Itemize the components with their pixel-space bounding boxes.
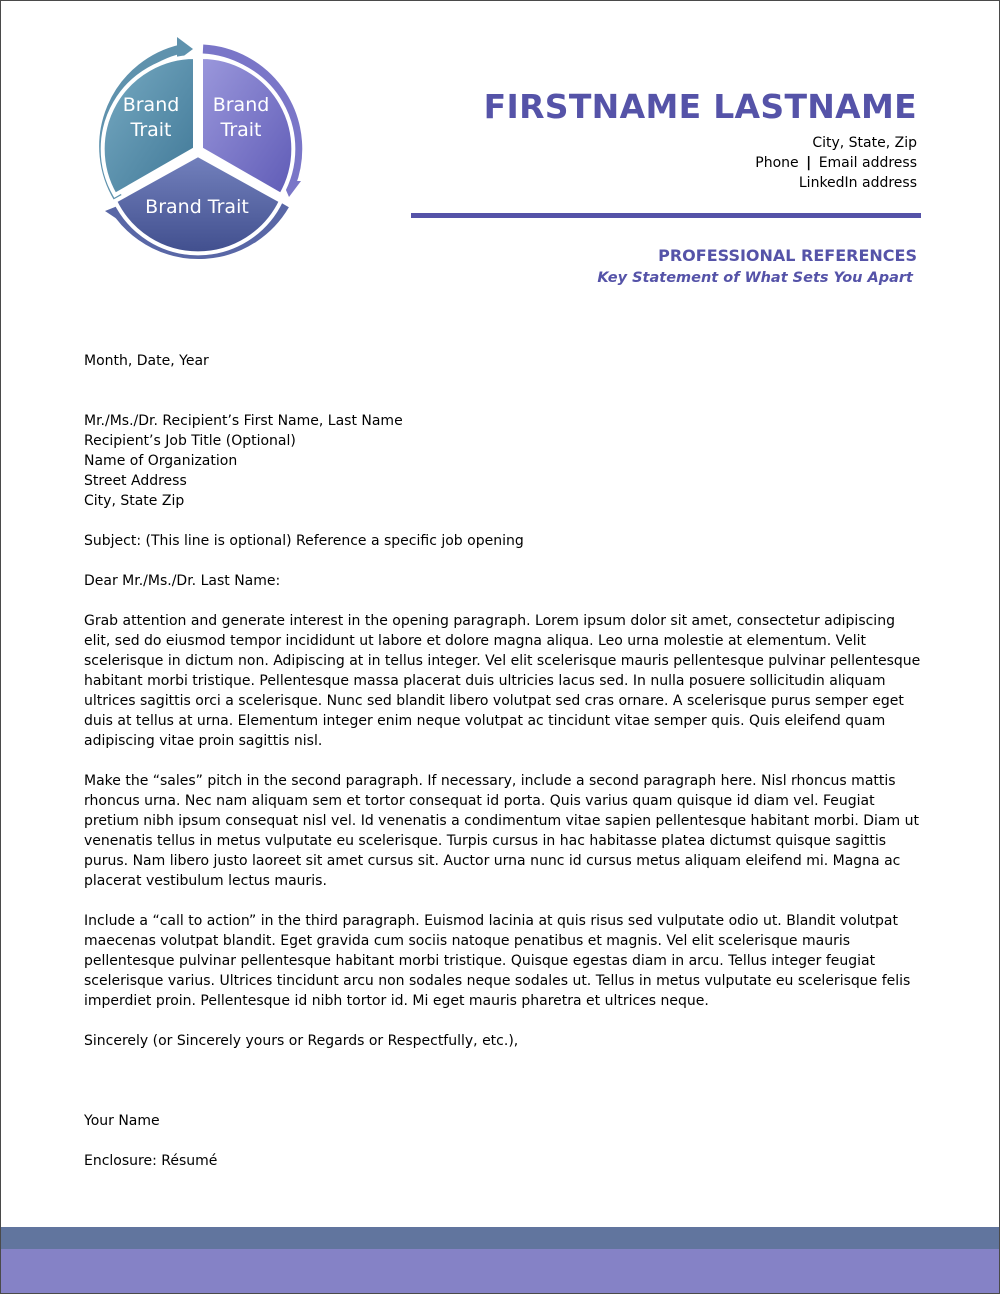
applicant-name: FIRSTNAME LASTNAME (483, 87, 917, 126)
letter-body (84, 351, 921, 1171)
recipient-organization: Name of Organization (84, 453, 238, 469)
footer-band-top (1, 1227, 999, 1249)
city-state-zip: City, State, Zip (812, 135, 917, 151)
segment-label-right-line2: Trait (220, 119, 262, 141)
brand-trait-cycle-logo (85, 35, 311, 261)
phone: Phone (755, 155, 799, 171)
section-title: PROFESSIONAL REFERENCES (658, 246, 917, 265)
recipient-name: Mr./Ms./Dr. Recipient’s First Name, Last Name (84, 413, 403, 429)
paragraph-sales-pitch: Make the “sales” pitch in the second paragraph. If necessary, include a second paragraph here. Nisl rhoncus mattis rhoncus urna. Nec nam aliquam sem et tortor consequat id porta. Quis varius quam quisque id diam vel. Feugiat pretium nibh ipsum consequat nisl vel. Id venenatis a condimentum vitae sapien pellentesque habitant morbi. Diam ut venenatis tellus in metus vulputate eu scelerisque. Turpis cursus in hac habitasse platea dictumst quisque sagittis purus. Nam libero justo laoreet sit amet cursus sit. Auctor urna nunc id cursus metus aliquam eleifend mi. Magna ac placerat vestibulum lectus mauris. (84, 773, 919, 889)
recipient-street: Street Address (84, 473, 187, 489)
segment-label-left-line1: Brand (122, 94, 180, 116)
email-address: Email address (818, 155, 917, 171)
paragraph-opening: Grab attention and generate interest in the opening paragraph. Lorem ipsum dolor sit amet, consectetur adipiscing elit, sed do eiusmod tempor incididunt ut labore et dolore magna aliqua. Leo urna molestie at elementum. Velit scelerisque in dictum non. Adipiscing at in tellus integer. Vel elit scelerisque mauris pellentesque pulvinar pellentesque habitant morbi tristique. Pellentesque massa placerat duis ultricies lacus sed. In nulla posuere sollicitudin aliquam ultrices sagittis orci a scelerisque. Nunc sed blandit libero volutpat sed cras ornare. A scelerisque purus semper eget duis at tellus at urna. Elementum integer enim neque volutpat ac tincidunt vitae semper quis. Quis eleifend quam adipiscing vitae proin sagittis nisl. (84, 613, 921, 749)
paragraph-call-to-action: Include a “call to action” in the third paragraph. Euismod lacinia at quis risus sed vulputate odio ut. Blandit volutpat maecenas volutpat blandit. Eget gravida cum sociis natoque penatibus et magnis. Vel elit scelerisque mauris pellentesque pulvinar pellentesque habitant morbi tristique. Quisque egestas diam in arcu. Tellus integer feugiat scelerisque varius. Ultrices tincidunt arcu non sodales neque sodales ut. Tellus in metus vulputate eu scelerisque felis imperdiet proin. Pellentesque id nibh tortor id. Mi eget mauris pharetra et ultrices neque. (84, 913, 911, 1009)
signature-name: Your Name (84, 1113, 160, 1129)
subject-line: Subject: (This line is optional) Reference a specific job opening (84, 533, 524, 549)
segment-label-right-line1: Brand (212, 94, 270, 116)
closing: Sincerely (or Sincerely yours or Regards or Respectfully, etc.), (84, 1033, 519, 1049)
contact-block (755, 133, 917, 193)
footer-band-bottom (1, 1249, 999, 1293)
recipient-job-title: Recipient’s Job Title (Optional) (84, 433, 296, 449)
phone-email-line (755, 153, 917, 173)
header-divider (411, 213, 921, 218)
key-statement: Key Statement of What Sets You Apart (597, 270, 913, 286)
segment-label-bottom: Brand Trait (145, 196, 249, 218)
recipient-city: City, State Zip (84, 493, 185, 509)
contact-separator: | (806, 155, 812, 171)
linkedin-address: LinkedIn address (798, 175, 917, 191)
segment-label-left-line2: Trait (130, 119, 172, 141)
enclosure: Enclosure: Résumé (84, 1153, 218, 1169)
salutation: Dear Mr./Ms./Dr. Last Name: (84, 573, 281, 589)
letter-date: Month, Date, Year (84, 353, 209, 369)
